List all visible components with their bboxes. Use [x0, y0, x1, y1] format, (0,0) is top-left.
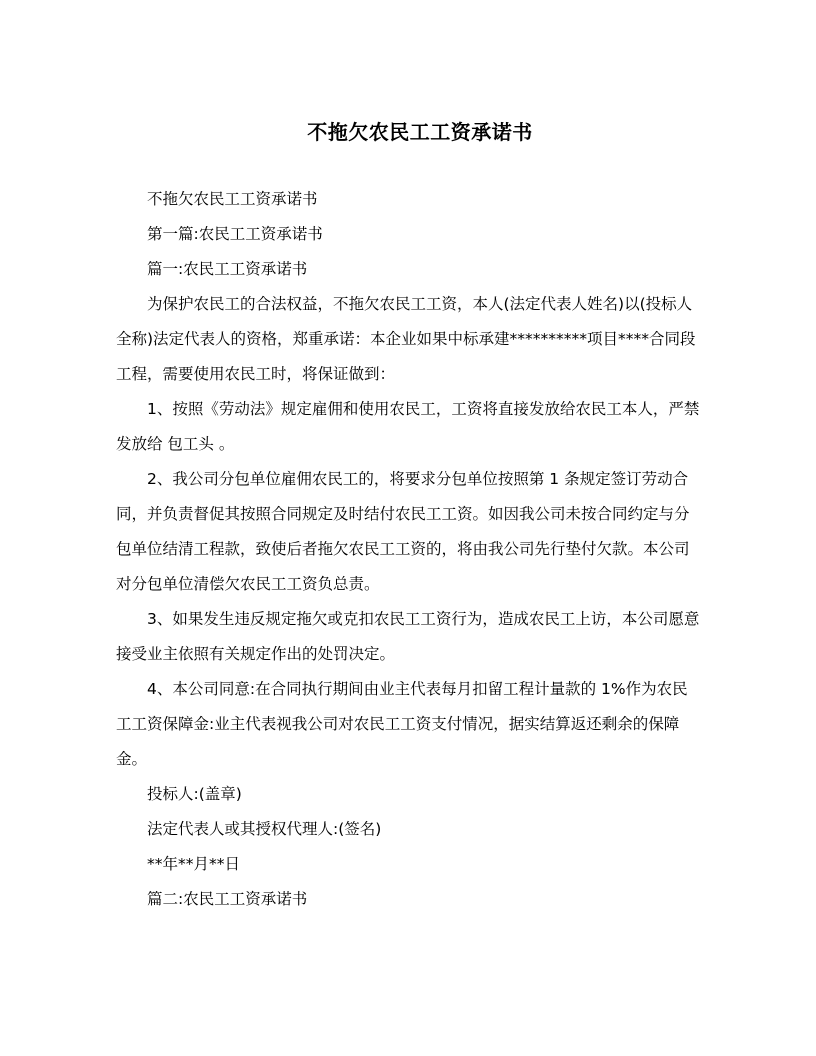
document-title: 不拖欠农民工工资承诺书 — [307, 120, 533, 144]
paragraph-bidder-seal: 投标人:(盖章) — [147, 785, 242, 803]
paragraph-heading: 不拖欠农民工工资承诺书 — [147, 190, 318, 208]
paragraph-section-two: 篇二:农民工工资承诺书 — [147, 890, 308, 908]
paragraph-item-4: 4、本公司同意:在合同执行期间由业主代表每月扣留工程计量款的 1%作为农民工工资保障金:业主代表视我公司对农民工工资支付情况，据实结算返还剩余的保障金。 — [116, 680, 688, 768]
paragraph-date: **年**月**日 — [147, 855, 241, 873]
paragraph-representative-signature: 法定代表人或其授权代理人:(签名) — [147, 820, 382, 838]
paragraph-item-2: 2、我公司分包单位雇佣农民工的，将要求分包单位按照第 1 条规定签订劳动合同，并负责督促其按照合同规定及时结付农民工工资。如因我公司未按合同约定与分包单位结清工程款，致使后者拖欠农民工工资的，将由我公司先行垫付欠款。本公司对分包单位清偿欠农民工工资负总责。 — [116, 470, 690, 593]
paragraph-item-1: 1、按照《劳动法》规定雇佣和使用农民工，工资将直接发放给农民工本人，严禁发放给 包工头 。 — [116, 400, 700, 453]
paragraph-part-one: 第一篇:农民工工资承诺书 — [147, 225, 323, 243]
paragraph-section-one: 篇一:农民工工资承诺书 — [147, 260, 308, 278]
paragraph-item-3: 3、如果发生违反规定拖欠或克扣农民工工资行为，造成农民工上访，本公司愿意接受业主依照有关规定作出的处罚决定。 — [116, 610, 700, 663]
paragraph-pledge-intro: 为保护农民工的合法权益，不拖欠农民工工资，本人(法定代表人姓名)以(投标人全称)法定代表人的资格，郑重承诺：本企业如果中标承建**********项目****合同段工程，需要使用农民工时，将保证做到： — [116, 295, 696, 383]
document-body — [116, 182, 702, 917]
